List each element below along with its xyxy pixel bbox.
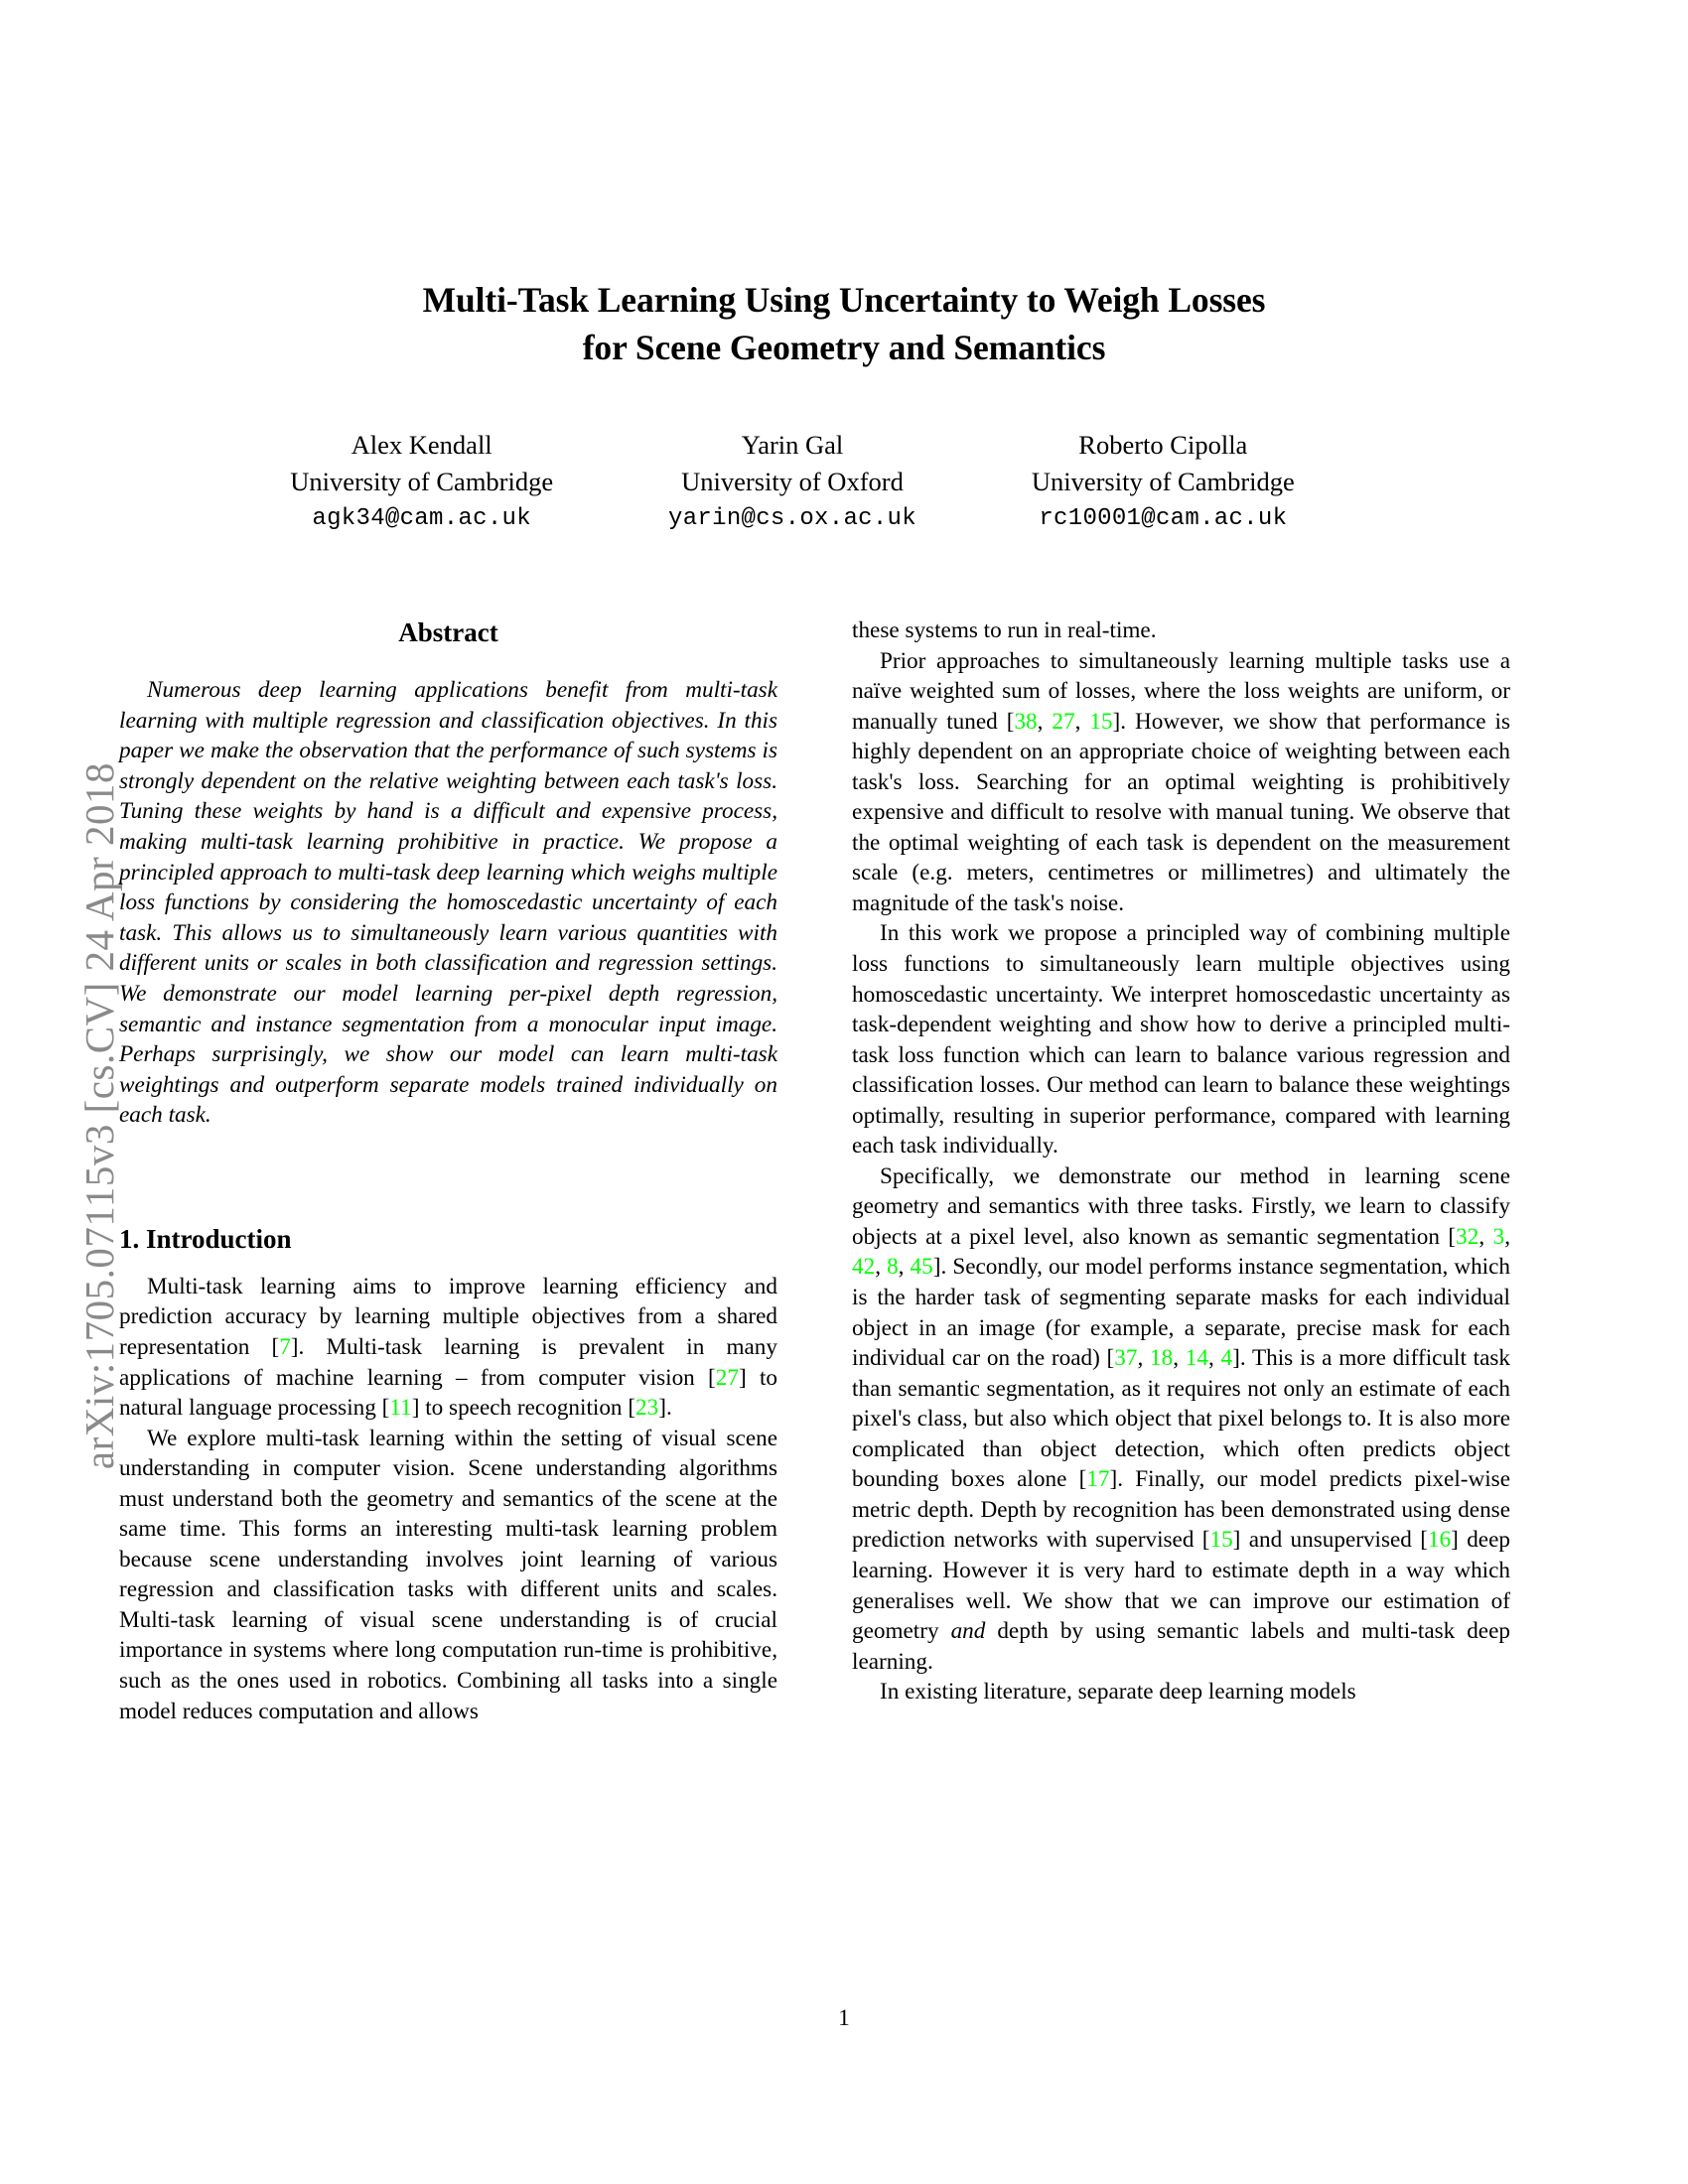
citation-ref[interactable]: 11 — [389, 1395, 412, 1422]
cite-sep: , — [1478, 1223, 1493, 1250]
intro-p5-text-f: ] deep learning. However it is very hard to estimate depth in a way which generalises well. We show that we can improve our estimation of geometry — [852, 1527, 1510, 1645]
author-affiliation: University of Oxford — [681, 467, 904, 496]
citation-ref[interactable]: 8 — [887, 1254, 899, 1281]
citation-group-inst[interactable] — [1114, 1345, 1232, 1371]
title-line-1: Multi-Task Learning Using Uncertainty to Weigh Losses — [422, 280, 1266, 320]
intro-p5-text-e: ] and unsupervised [ — [1232, 1527, 1428, 1554]
cite-sep: , — [898, 1254, 911, 1281]
citation-ref[interactable]: 38 — [1014, 708, 1038, 735]
citation-ref[interactable]: 3 — [1492, 1223, 1505, 1250]
intro-paragraph-6: In existing literature, separate deep learning models — [880, 1679, 1356, 1706]
title-line-2: for Scene Geometry and Semantics — [582, 328, 1106, 367]
author-email[interactable]: rc10001@cam.ac.uk — [1039, 505, 1288, 532]
citation-ref[interactable]: 16 — [1427, 1527, 1452, 1554]
paper-page — [119, 0, 1569, 2184]
citation-ref[interactable]: 27 — [1052, 708, 1075, 735]
citation-ref[interactable]: 42 — [852, 1254, 876, 1281]
intro-p1-text-c: ] to natural language processing [ — [119, 1364, 777, 1422]
page-title — [119, 276, 1569, 371]
intro-p1-text-e: ]. — [658, 1395, 672, 1422]
citation-ref[interactable]: 27 — [715, 1364, 739, 1391]
citation-ref[interactable]: 37 — [1114, 1345, 1138, 1372]
intro-p1-text-d: ] to speech recognition [ — [411, 1395, 636, 1422]
cite-sep: , — [1137, 1345, 1151, 1372]
page-number: 1 — [838, 2005, 850, 2030]
author-affiliation: University of Cambridge — [290, 467, 554, 496]
author-name: Roberto Cipolla — [1078, 430, 1248, 460]
author-email[interactable]: agk34@cam.ac.uk — [312, 505, 531, 532]
intro-paragraph-3 — [852, 646, 1510, 919]
intro-p1-text-b: ]. Multi-task learning is prevalent in many applications of machine learning – from computer vision [ — [119, 1334, 777, 1391]
citation-ref[interactable]: 7 — [279, 1334, 291, 1360]
cite-sep: , — [1504, 1223, 1510, 1250]
cite-sep: , — [1173, 1345, 1186, 1372]
cite-sep: , — [1037, 708, 1053, 735]
citation-ref[interactable]: 4 — [1220, 1345, 1233, 1372]
citation-ref[interactable]: 15 — [1089, 708, 1113, 735]
intro-paragraph-2-continued: these systems to run in real-time. — [852, 617, 1157, 643]
intro-p5-text-g: depth by using semantic labels and multi-task deep learning. — [852, 1618, 1510, 1675]
emphasis-and: and — [950, 1618, 986, 1645]
citation-ref[interactable]: 18 — [1150, 1345, 1174, 1372]
intro-p5-text-a: Specifically, we demonstrate our method in learning scene geometry and semantics with three tasks. Firstly, we learn to classify objects at a pixel level, also known as semantic segmentation [ — [852, 1162, 1510, 1250]
intro-p5-text-d: ]. Finally, our model predicts pixel-wise metric depth. Depth by recognition has been demonstrated using dense prediction networks with supervised [ — [852, 1466, 1510, 1554]
intro-p1-text-a: Multi-task learning aims to improve learning efficiency and prediction accuracy by learning multiple objectives from a shared representation [ — [119, 1273, 777, 1360]
intro-paragraph-2: We explore multi-task learning within the setting of visual scene understanding in computer vision. Scene understanding algorithms must understand both the geometry and semantics of the scene at the same time. This forms an interesting multi-task learning problem because scene understanding involves joint learning of various regression and classification tasks with different units and scales. Multi-task learning of visual scene understanding is of crucial importance in systems where long computation run-time is prohibitive, such as the ones used in robotics. Combining all tasks into a single model reduces computation and allows — [119, 1425, 777, 1724]
left-column — [119, 615, 777, 1726]
arxiv-stamp-text: arXiv:1705.07115v3 [cs.CV] 24 Apr 2018 — [76, 761, 122, 1470]
author-email[interactable]: yarin@cs.ox.ac.uk — [668, 505, 916, 532]
author-1 — [236, 427, 607, 538]
citation-ref[interactable]: 14 — [1185, 1345, 1208, 1372]
author-name: Alex Kendall — [351, 430, 492, 460]
two-column-body — [119, 615, 1569, 1726]
intro-p3-text-b: ]. However, we show that performance is highly dependent on an appropriate choice of weighting between each task's loss. Searching for an optimal weighting is prohibitively expensive and difficult to resolve with manual tuning. We observe that the optimal weighting of each task is dependent on the measurement scale (e.g. meters, centimetres or millimetres) and ultimately the magnitude of the task's noise. — [852, 708, 1511, 916]
author-2 — [607, 427, 977, 538]
intro-p5-text-b: ]. Secondly, our model performs instance segmentation, which is the harder task of segmenting separate masks for each individual object in an image (for example, a separate, precise mask for each individual car on the road) [ — [852, 1254, 1510, 1372]
intro-paragraph-4: In this work we propose a principled way of combining multiple loss functions to simultaneously learn multiple objectives using homoscedastic uncertainty. We interpret homoscedastic uncertainty as task-dependent weighting and show how to derive a principled multi-task loss function which can learn to balance various regression and classification losses. Our method can learn to balance these weightings optimally, resulting in superior performance, compared with learning each task individually. — [852, 920, 1510, 1160]
author-3 — [978, 427, 1348, 538]
abstract-paragraph: Numerous deep learning applications benefit from multi-task learning with multiple regression and classification objectives. In this paper we make the observation that the performance of such systems is strongly dependent on the relative weighting between each task's loss. Tuning these weights by hand is a difficult and expensive process, making multi-task learning prohibitive in practice. We propose a principled approach to multi-task deep learning which weighs multiple loss functions by considering the homoscedastic uncertainty of each task. This allows us to simultaneously learn various quantities with different units or scales in both classification and regression settings. We demonstrate our model learning per-pixel depth regression, semantic and instance segmentation from a monocular input image. Perhaps surprisingly, we show our model can learn multi-task weightings and outperform separate models trained individually on each task. — [119, 677, 777, 1129]
intro-paragraph-1 — [119, 1272, 777, 1424]
author-name: Yarin Gal — [741, 430, 844, 460]
arxiv-stamp — [0, 0, 122, 2184]
introduction-heading: 1. Introduction — [119, 1223, 292, 1254]
section-gap — [119, 1131, 777, 1222]
citation-ref[interactable]: 15 — [1209, 1527, 1233, 1554]
cite-sep: , — [875, 1254, 888, 1281]
intro-p5-text-c: ]. This is a more difficult task than semantic segmentation, as it requires not only an estimate of each pixel's class, but also which object that pixel belongs to. It is also more complicated than object detection, which often predicts object bounding boxes alone [ — [852, 1345, 1511, 1493]
citation-ref[interactable]: 45 — [910, 1254, 933, 1281]
citation-ref[interactable]: 32 — [1456, 1223, 1479, 1250]
citation-ref[interactable]: 23 — [635, 1395, 659, 1422]
author-block — [236, 427, 1348, 538]
intro-p3-text-a: Prior approaches to simultaneously learning multiple tasks use a naïve weighted sum of losses, where the loss weights are uniform, or manually tuned [ — [852, 647, 1510, 735]
abstract-heading: Abstract — [398, 617, 498, 647]
citation-ref[interactable]: 17 — [1086, 1466, 1110, 1493]
intro-paragraph-5 — [852, 1161, 1510, 1677]
cite-sep: , — [1074, 708, 1090, 735]
cite-sep: , — [1207, 1345, 1221, 1372]
right-column — [852, 615, 1510, 1726]
author-affiliation: University of Cambridge — [1031, 467, 1295, 496]
